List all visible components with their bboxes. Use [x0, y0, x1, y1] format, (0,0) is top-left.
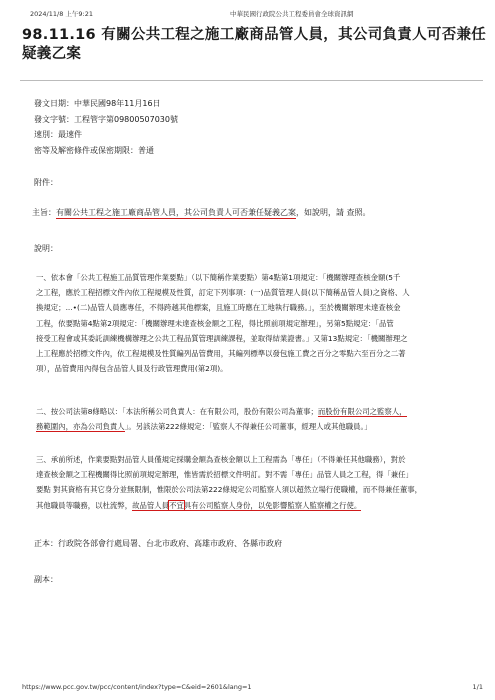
recipients-original: 正本：行政院各部會行處局署、台北市政府、高雄市政府、各縣市政府 — [34, 539, 282, 548]
recipients-copy: 副本： — [34, 575, 58, 584]
paragraph-line: 要點 對其資格有其它身分並無限制，惟限於公司法第222條規定公司監察人須以超然立場行使職權，而不得兼任董事， — [36, 485, 422, 495]
title-text: 有關公共工程之施工廠商品管人員，其公司負責人可否兼任疑義乙案 — [22, 27, 487, 62]
paragraph-line — [36, 498, 488, 513]
meta-speed: 速別：最速件 — [34, 130, 82, 139]
paragraph-line: 三、承前所述，作業要點對品管人員僅規定採購金額為查核金額以上工程需為「專任」（不得兼任其他職務），對於 — [36, 455, 406, 464]
paragraph-line — [36, 419, 488, 434]
explanation-paragraph-1 — [36, 270, 488, 376]
subject-highlight: 有關公共工程之施工廠商品管人員，其公司負責人可否兼任疑義乙案 — [56, 208, 296, 217]
paragraph-text: 其他職員等職務，以杜流弊， — [36, 500, 133, 510]
highlighted-text: 具有公司監察人身份，以免影響監察人監察權之行使。 — [183, 500, 362, 510]
attachment-label: 附件： — [34, 178, 58, 187]
meta-security: 密等及解密條件或保密期限：普通 — [34, 145, 154, 155]
document-title — [22, 26, 487, 64]
print-url: https://www.pcc.gov.tw/pcc/content/index?type=C&eid=2601&lang=1 — [22, 683, 252, 691]
explanation-label: 說明： — [34, 244, 58, 253]
highlighted-text: 而股份有限公司之監察人， — [317, 407, 407, 416]
subject-line — [32, 207, 371, 218]
subject-suffix: ，如說明，請 查照。 — [296, 208, 371, 217]
boxed-text: 不宜 — [169, 500, 184, 510]
paragraph-line: 換規定；...•(二)品管人員應專任，不得跨越其他標案，且施工時應在工地執行職務。」，至於機關辦理未達查核金 — [36, 303, 401, 313]
highlighted-text: 務範圍內，亦為公司負責人 — [36, 422, 125, 432]
paragraph-line: 一、依本會「公共工程施工品質管理作業要點」（以下簡稱作業要點）第4點第1項規定：「機關辦理查核金額(5千 — [36, 273, 401, 282]
paragraph-line: 接受工程會或其委託訓練機構辦理之公共工程品質管理訓練課程，並取得結業證書。」又第13點規定：「機關辦理之 — [36, 333, 408, 343]
title-number: 98.11.16 — [22, 27, 96, 43]
paragraph-line: 工程，依要點第4點第2項規定：「機關辦理未達查核金額之工程，得比照前項規定辦理」，另第5點規定：「品管 — [36, 318, 394, 328]
highlighted-text: 故品管人員 — [132, 500, 170, 510]
paragraph-text: 」。另該法第222條規定：「監察人不得兼任公司董事，經理人或其他職員。」 — [124, 422, 372, 432]
print-header — [30, 9, 483, 21]
document-meta — [34, 96, 178, 158]
highlighted-text — [132, 501, 361, 511]
paragraph-line — [36, 404, 488, 419]
print-datetime: 2024/11/8 上午9:21 — [30, 10, 93, 18]
paragraph-line: 之工程，應於工程招標文件內依工程規模及性質，訂定下列事項：(一)品質管理人員(以下簡稱品管人員)之資格、人 — [36, 288, 410, 298]
meta-doc-number: 發文字號：工程管字第09800507030號 — [34, 114, 178, 124]
print-site-name: 中華民國行政院公共工程委員會全球資訊網 — [230, 10, 354, 18]
meta-date: 發文日期：中華民國98年11月16日 — [34, 99, 161, 108]
paragraph-text: 二、按公司法第8條略以：「本法所稱公司負責人：在有限公司，股份有限公司為董事； — [36, 407, 318, 416]
explanation-paragraph-3 — [36, 452, 488, 513]
page-number: 1/1 — [472, 683, 483, 691]
paragraph-line: 上工程應於招標文件內，依工程規模及性質編列品管費用，其編列標準以發包施工費之百分之零點六至百分之二著 — [36, 349, 406, 359]
paragraph-line: 達查核金額之工程機關得比照前項規定辦理，惟皆需於招標文件明訂。對不需「專任」品管人員之工程，得「兼任」 — [36, 470, 413, 480]
subject-prefix: 主旨： — [32, 208, 56, 217]
paragraph-line: 項），品管費用內得包含品管人員及行政管理費用(第2項)。 — [36, 364, 228, 374]
explanation-paragraph-2 — [36, 404, 488, 434]
title-divider — [20, 80, 483, 81]
